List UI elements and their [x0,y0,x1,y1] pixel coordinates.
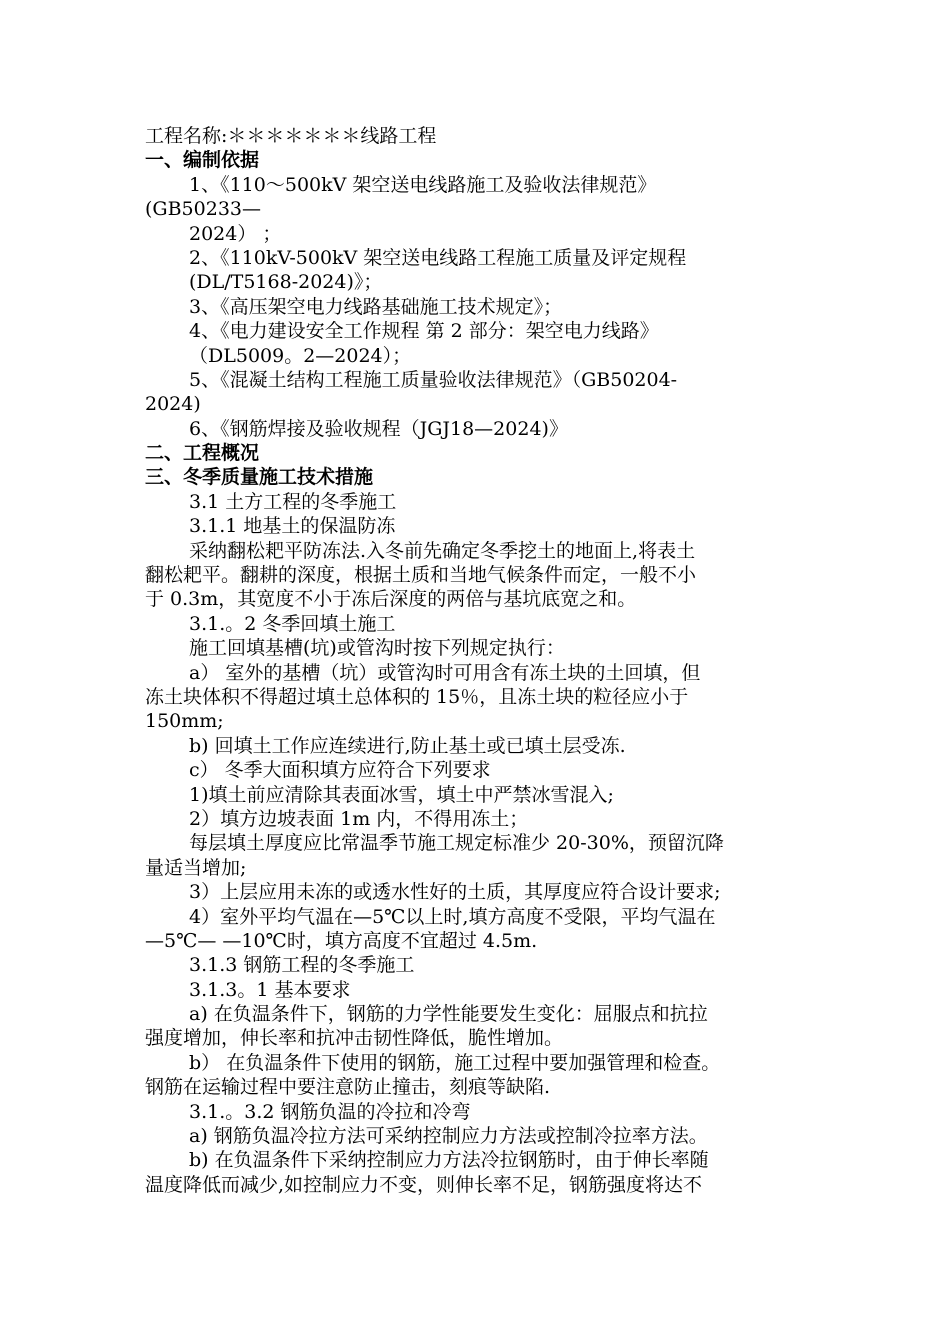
body-line: a) 在负温条件下，钢筋的力学性能要发生变化：屈服点和抗拉 [189,1003,708,1026]
ref-3: 3、《高压架空电力线路基础施工技术规定》； [189,295,563,318]
body-line: a) 钢筋负温冷拉方法可采纳控制应力方法或控制冷拉率方法。 [189,1125,708,1148]
ref-1-cont2: 2024） ； [189,222,282,245]
body-line: 150mm; [145,710,224,733]
body-line: 温度降低而减少,如控制应力不变，则伸长率不足，钢筋强度将达不 [145,1173,703,1196]
subsection-3-1: 3.1 土方工程的冬季施工 [189,490,397,513]
body-line: 4）室外平均气温在—5℃以上时,填方高度不受限，平均气温在 [189,905,716,928]
body-line: 量适当增加; [145,856,247,879]
body-line: a） 室外的基槽（坑）或管沟时可用含有冻土块的土回填，但 [189,661,701,684]
body-line: b） 在负温条件下使用的钢筋，施工过程中要加强管理和检查。 [189,1051,721,1074]
ref-6: 6、《钢筋焊接及验收规程（JGJ18—2024)》 [189,417,568,440]
section-2-heading: 二、工程概况 [145,442,260,465]
ref-1-cont: (GB50233— [145,198,261,221]
ref-4: 4、《电力建设安全工作规程 第 2 部分：架空电力线路》 [189,320,659,343]
document-page [145,124,815,1197]
subsection-3-1-3: 3.1.3 钢筋工程的冬季施工 [189,954,415,977]
body-line: 冻土块体积不得超过填土总体积的 15％，且冻土块的粒径应小于 [145,685,689,708]
ref-4-cont: （DL5009。2—2024）； [189,344,412,367]
section-1-heading: 一、编制依据 [145,149,260,172]
ref-1: 1、《110～500kV 架空送电线路施工及验收法律规范》 [189,173,657,196]
section-3-heading: 三、冬季质量施工技术措施 [145,466,374,489]
ref-2-cont: (DL/T5168-2024)》； [189,271,383,294]
body-line: 钢筋在运输过程中要注意防止撞击，刻痕等缺陷. [145,1076,551,1099]
body-line: —5℃— —10℃时，填方高度不宜超过 4.5m. [145,929,538,952]
subsection-3-1-1: 3.1.1 地基土的保温防冻 [189,515,396,538]
ref-2: 2、《110kV-500kV 架空送电线路工程施工质量及评定规程 [189,246,687,269]
body-line: 于 0.3m，其宽度不小于冻后深度的两倍与基坑底宽之和。 [145,588,637,611]
ref-5: 5、《混凝土结构工程施工质量验收法律规范》（GB50204- [189,368,678,391]
body-line: 3）上层应用未冻的或透水性好的土质，其厚度应符合设计要求; [189,881,721,904]
body-line: c） 冬季大面积填方应符合下列要求 [189,759,491,782]
subsection-3-1-3-1: 3.1.3。1 基本要求 [189,978,351,1001]
project-name: 工程名称:＊＊＊＊＊＊＊线路工程 [145,125,437,147]
body-line: b) 回填土工作应连续进行,防止基土或已填土层受冻. [189,734,626,757]
subsection-3-1-2: 3.1.。2 冬季回填土施工 [189,612,396,635]
subsection-3-1-3-2: 3.1.。3.2 钢筋负温的冷拉和冷弯 [189,1100,471,1123]
body-line: 2）填方边坡表面 1m 内，不得用冻土； [189,807,529,830]
body-line: 采纳翻松耙平防冻法.入冬前先确定冬季挖土的地面上,将表土 [189,539,696,562]
body-line: 1)填土前应清除其表面冰雪，填土中严禁冰雪混入; [189,783,614,806]
body-line: 施工回填基槽(坑)或管沟时按下列规定执行： [189,637,565,660]
body-line: 翻松耙平。翻耕的深度，根据土质和当地气候条件而定，一般不小 [145,564,697,587]
body-line: 每层填土厚度应比常温季节施工规定标准少 20-30%，预留沉降 [189,832,724,855]
body-line: b) 在负温条件下采纳控制应力方法冷拉钢筋时，由于伸长率随 [189,1149,709,1172]
ref-5-cont: 2024) [145,393,201,416]
body-line: 强度增加，伸长率和抗冲击韧性降低，脆性增加。 [145,1027,564,1050]
